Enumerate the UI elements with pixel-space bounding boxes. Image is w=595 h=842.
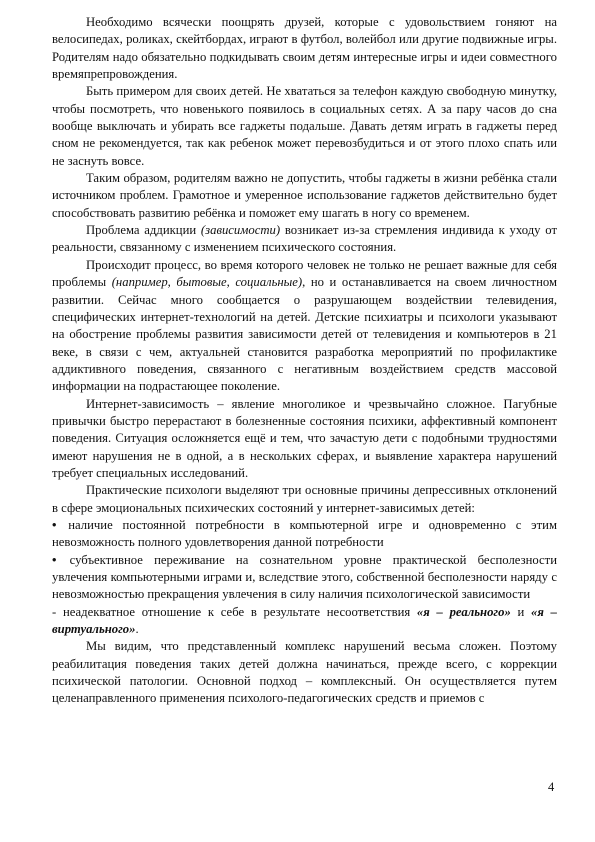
paragraph-4-text-start: Проблема аддикции bbox=[86, 223, 201, 238]
paragraph-8: Мы видим, что представленный комплекс нарушений весьма сложен. Поэтому реабилитация поведения таких детей должна начинаться, прежде всего, с коррекции психической патологии. Основной подход – комплексный. Он осуществляется путем целенаправленного применения психолого-педагогических средств и приемов с bbox=[52, 639, 557, 706]
bullet-item-2 bbox=[52, 552, 557, 604]
paragraph-5 bbox=[52, 257, 557, 396]
bullet-item-1-text: наличие постоянной потребности в компьютерной игре и одновременно с этим невозможность полного удовлетворения данной потребности bbox=[52, 517, 557, 550]
paragraph-3: Таким образом, родителям важно не допустить, чтобы гаджеты в жизни ребёнка стали источником проблем. Грамотное и умеренное использование гаджетов действительно будет способствовать развитию ребёнка и поможет ему шагать в ногу со временем. bbox=[52, 171, 557, 220]
paragraph-7: Практические психологи выделяют три основные причины депрессивных отклонений в сфере эмоциональных психических состояний у интернет-зависимых детей: bbox=[52, 483, 557, 515]
paragraph-5-text-start: Происходит процесс, во время которого человек не только не решает важные для себя проблемы bbox=[52, 257, 557, 290]
bullet-item-3 bbox=[52, 604, 557, 639]
bullet-item-2-text: субъективное переживание на сознательном уровне практической бесполезности увлечения компьютерными играми и, вследствие этого, собственной бесполезности наряду с невозможностью прекращения увлечения в силу наличия психологической зависимости bbox=[52, 552, 557, 602]
bullet-item-3-real-self: «я – реального» bbox=[416, 604, 511, 619]
paragraph-1: Необходимо всячески поощрять друзей, которые с удовольствием гоняют на велосипедах, роликах, скейтбордах, играют в футбол, волейбол или другие подвижные игры. Родителям надо обязательно подкидывать своим детям интересные игры и идеи совместного времяпрепровождения. bbox=[52, 15, 557, 82]
paragraph-5-italic-examples: (например, бытовые, социальные) bbox=[111, 275, 303, 290]
paragraph-4-italic-term: (зависимости) bbox=[200, 223, 281, 238]
bullet-item-3-virtual-self: «я – виртуального» bbox=[52, 604, 557, 637]
paragraph-4 bbox=[52, 222, 557, 257]
document-page bbox=[52, 14, 557, 708]
bullet-item-3-conjunction: и bbox=[510, 604, 532, 619]
bullet-marker: • bbox=[52, 552, 57, 567]
paragraph-4-text-end: возникает из-за стремления индивида к уходу от реальности, связанному с изменением психического состояния. bbox=[52, 223, 557, 255]
paragraph-2: Быть примером для своих детей. Не хвататься за телефон каждую свободную минутку, чтобы посмотреть, что новенького появилось в социальных сетях. А за пару часов до сна вообще выключать и убирать все гаджеты подальше. Давать детям играть в гаджеты перед сном не рекомендуется, так как ребенок может перевозбудиться и от этого плохо спать или не заснуть вовсе. bbox=[52, 84, 557, 168]
bullet-item-1 bbox=[52, 517, 557, 552]
bullet-marker: • bbox=[52, 517, 57, 532]
paragraph-5-text-end: , но и останавливается на своем личностном развитии. Сейчас много сообщается о разрушающем воздействии телевидения, специфических интернет-технологий на детей. Детские психиатры и психологи указывают на обострение проблемы развития зависимости детей от телевидения и компьютеров в 21 веке, в связи с чем, актуальней становится разработка мероприятий по профилактике аддиктивного поведения, связанного с негативным воздействием средств массовой информации на подрастающее поколение. bbox=[52, 275, 558, 394]
bullet-item-3-period: . bbox=[135, 622, 139, 637]
bullet-item-3-text-start: - неадекватное отношение к себе в результате несоответствия bbox=[52, 604, 417, 619]
paragraph-6: Интернет-зависимость – явление многоликое и чрезвычайно сложное. Пагубные привычки быстро перерастают в болезненные состояния психики, аффективный компонент поведения. Ситуация осложняется ещё и тем, что зачастую дети с подобными трудностями имеют нарушения не в одной, а в нескольких сферах, и выявление характера нарушений требует специальных исследований. bbox=[52, 396, 557, 480]
page-number: 4 bbox=[548, 780, 555, 794]
